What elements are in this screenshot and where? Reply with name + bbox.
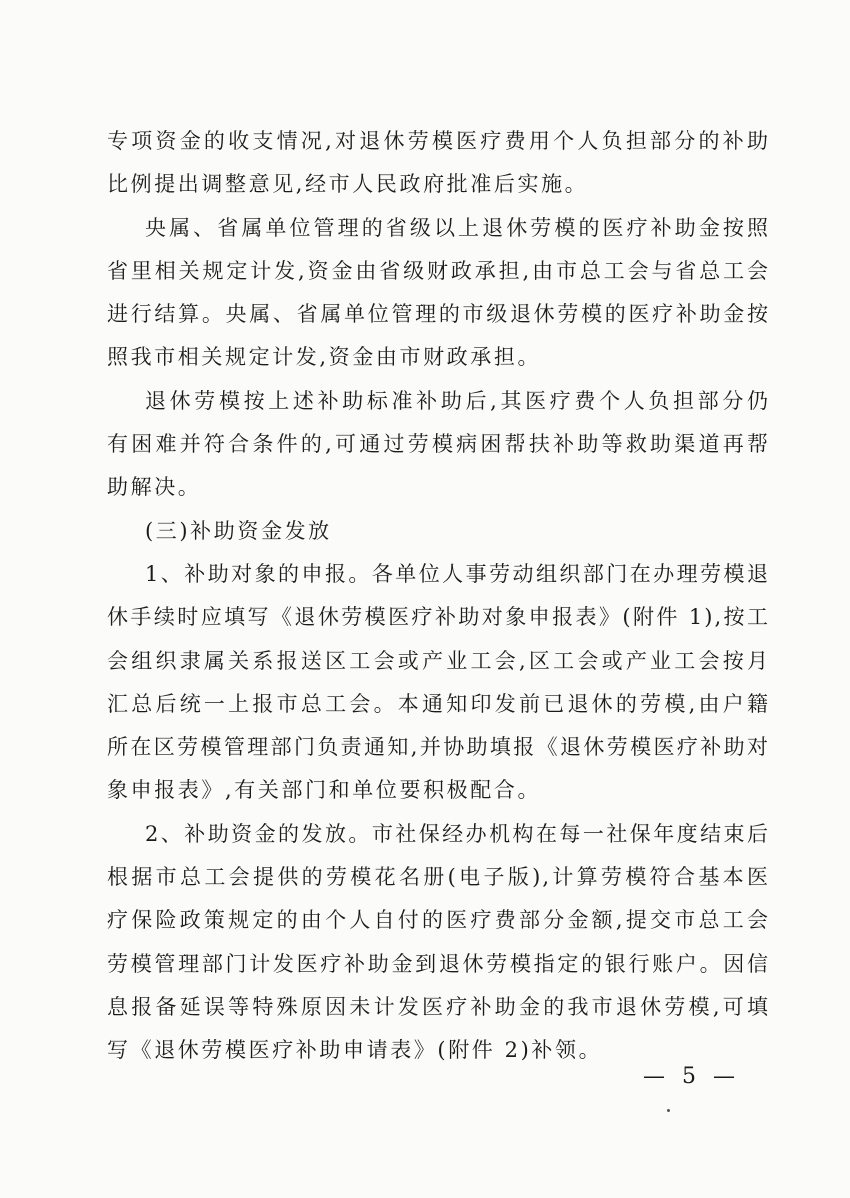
- paragraph: [107, 120, 770, 207]
- text-line: 进行结算。央属、省属单位管理的市级退休劳模的医疗补助金按: [107, 302, 770, 327]
- paragraph: [107, 380, 770, 510]
- text-line: 象申报表》,有关部门和单位要积极配合。: [107, 778, 542, 803]
- text-line: 1、补助对象的申报。各单位人事劳动组织部门在办理劳模退: [145, 561, 770, 586]
- text-line: 有困难并符合条件的,可通过劳模病困帮扶补助等救助渠道再帮: [107, 432, 770, 457]
- page-number: — 5 —: [643, 1064, 740, 1089]
- text-line: 根据市总工会提供的劳模花名册(电子版),计算劳模符合基本医: [107, 865, 770, 890]
- text-line: 会组织隶属关系报送区工会或产业工会,区工会或产业工会按月: [107, 648, 770, 673]
- text-line: 劳模管理部门计发医疗补助金到退休劳模指定的银行账户。因信: [107, 951, 770, 976]
- text-line: 写《退休劳模医疗补助申请表》(附件 2)补领。: [107, 1038, 603, 1063]
- text-line: 息报备延误等特殊原因未计发医疗补助金的我市退休劳模,可填: [107, 994, 770, 1019]
- text-line: 休手续时应填写《退休劳模医疗补助对象申报表》(附件 1),按工: [107, 605, 770, 630]
- text-line: 2、补助资金的发放。市社保经办机构在每一社保年度结束后: [145, 821, 770, 846]
- text-line: 退休劳模按上述补助标准补助后,其医疗费个人负担部分仍: [145, 388, 770, 413]
- text-line: 省里相关规定计发,资金由省级财政承担,由市总工会与省总工会: [107, 258, 770, 283]
- paragraph: [107, 207, 770, 380]
- text-line: 汇总后统一上报市总工会。本通知印发前已退休的劳模,由户籍: [107, 691, 770, 716]
- text-line: 所在区劳模管理部门负责通知,并协助填报《退休劳模医疗补助对: [107, 735, 770, 760]
- scan-speck: [667, 1109, 670, 1112]
- text-line: 专项资金的收支情况,对退休劳模医疗费用个人负担部分的补助: [107, 129, 770, 153]
- section-heading-text: (三)补助资金发放: [145, 518, 332, 543]
- paragraph: [107, 813, 770, 1073]
- section-heading: [107, 510, 770, 553]
- text-line: 比例提出调整意见,经市人民政府批准后实施。: [107, 172, 589, 197]
- paragraph: [107, 553, 770, 813]
- text-line: 照我市相关规定计发,资金由市财政承担。: [107, 345, 542, 370]
- text-line: 央属、省属单位管理的省级以上退休劳模的医疗补助金按照: [145, 215, 770, 240]
- document-body: [107, 120, 770, 1073]
- text-line: 助解决。: [107, 475, 202, 500]
- text-line: 疗保险政策规定的由个人自付的医疗费部分金额,提交市总工会: [107, 908, 770, 933]
